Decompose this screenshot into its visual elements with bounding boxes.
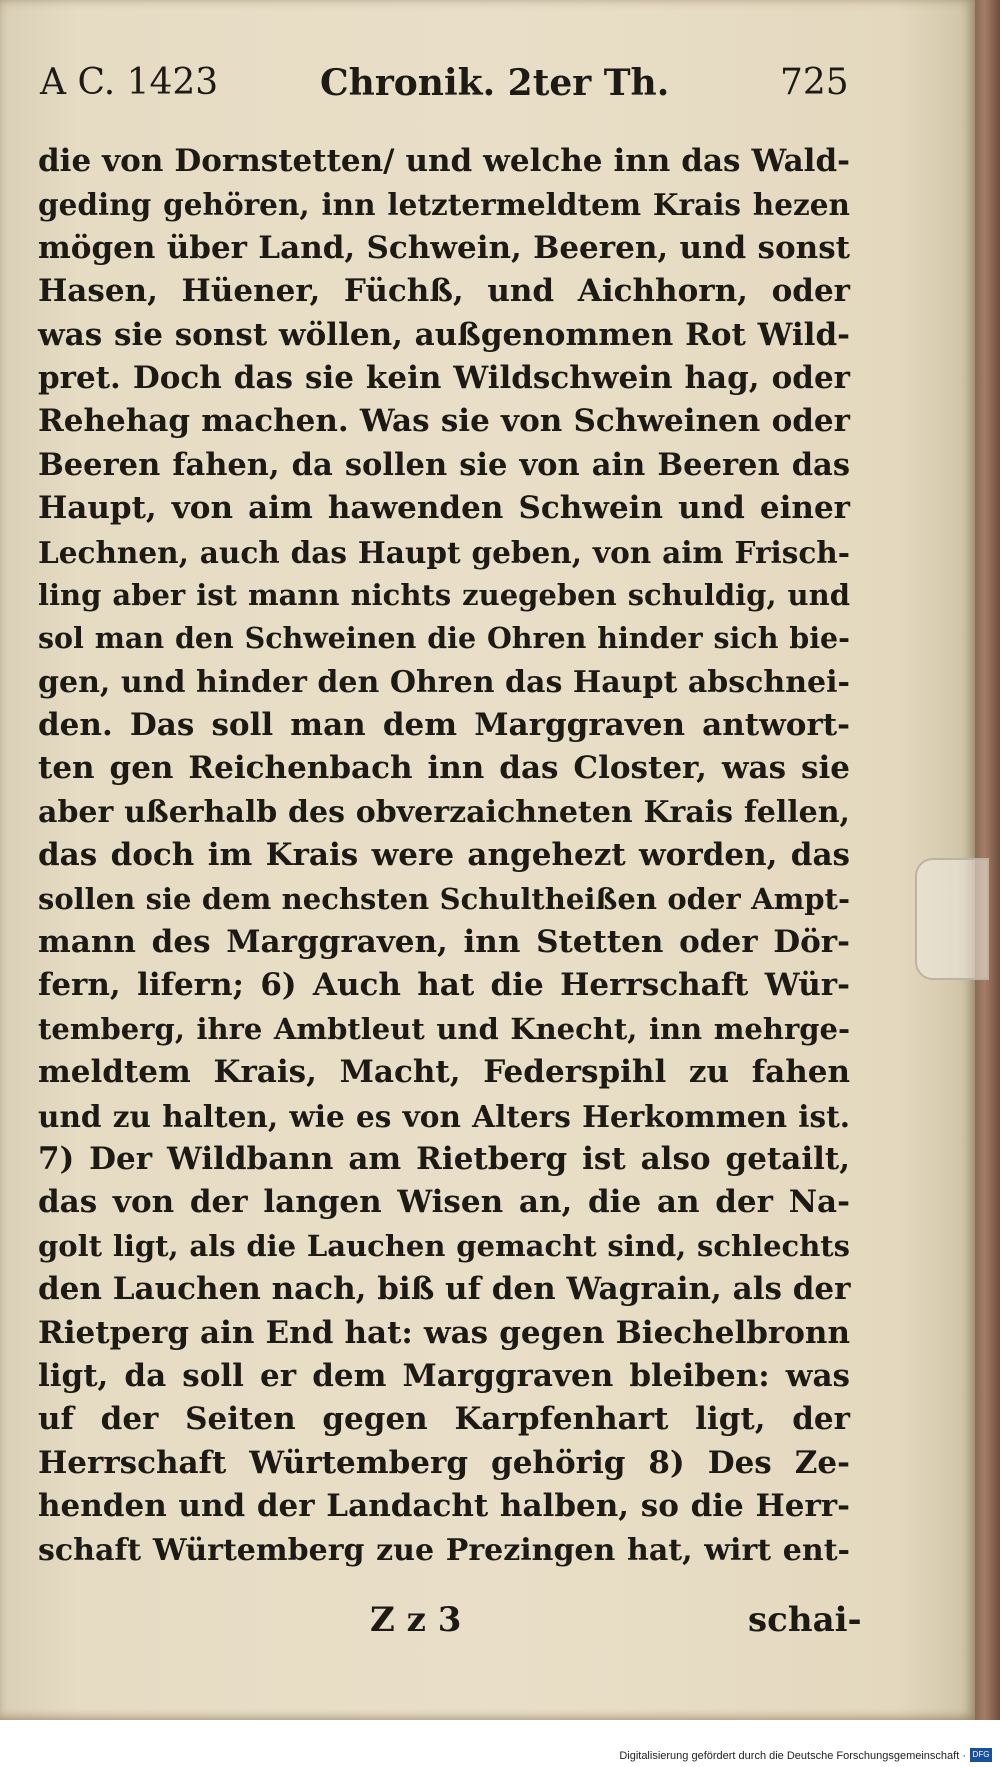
credit-text: Digitalisierung gefördert durch die Deutsche Forschungsgemeinschaft · bbox=[619, 1750, 966, 1762]
text-line: Rehehag machen. Was sie von Schweinen oder bbox=[38, 403, 850, 440]
text-line: Hasen, Hüener, Füchß, und Aichhorn, oder bbox=[38, 273, 850, 310]
text-line: ten gen Reichenbach inn das Closter, was sie bbox=[38, 750, 850, 787]
text-line: was sie sonst wöllen, außgenommen Rot Wild- bbox=[38, 316, 850, 353]
text-line: schaft Würtemberg zue Prezingen hat, wirt ent- bbox=[38, 1532, 850, 1568]
text-line: den. Das soll man dem Marggraven antwort- bbox=[38, 707, 850, 744]
header-year: A C. 1423 bbox=[40, 62, 219, 103]
text-line: mögen über Land, Schwein, Beeren, und sonst bbox=[38, 229, 850, 266]
text-line: Beeren fahen, da sollen sie von ain Beeren das bbox=[38, 446, 850, 483]
text-line: ling aber ist mann nichts zuegeben schuldig, und bbox=[38, 577, 850, 612]
text-line: meldtem Krais, Macht, Federspihl zu fahen bbox=[38, 1054, 850, 1091]
text-line: golt ligt, als die Lauchen gemacht sind, schlechts bbox=[38, 1228, 850, 1263]
page-number: 725 bbox=[780, 62, 849, 103]
text-line: geding gehören, inn letztermeldtem Krais hezen bbox=[38, 187, 850, 223]
text-line: Lechnen, auch das Haupt geben, von aim Frisch- bbox=[38, 534, 850, 570]
text-line: henden und der Landacht halben, so die Herr- bbox=[38, 1488, 850, 1525]
text-line: die von Dornstetten/ und welche inn das Wald- bbox=[38, 143, 850, 179]
signature-mark: Z z 3 bbox=[370, 1600, 462, 1640]
text-line: sol man den Schweinen die Ohren hinder sich bie- bbox=[38, 621, 850, 656]
text-line: fern, lifern; 6) Auch hat die Herrschaft Wür- bbox=[38, 967, 850, 1004]
text-line: das von der langen Wisen an, die an der Na- bbox=[38, 1184, 850, 1221]
catchword: schai- bbox=[748, 1600, 862, 1640]
page-footer bbox=[0, 1600, 862, 1650]
text-line: Haupt, von aim hawenden Schwein und einer bbox=[38, 490, 850, 527]
text-line: sollen sie dem nechsten Schultheißen oder Ampt- bbox=[38, 881, 850, 916]
text-line: 7) Der Wildbann am Rietberg ist also getailt, bbox=[38, 1140, 850, 1177]
text-line: Rietperg ain End hat: was gegen Biechelbronn bbox=[38, 1314, 850, 1351]
text-line: pret. Doch das sie kein Wildschwein hag, oder bbox=[38, 359, 850, 396]
text-line: und zu halten, wie es von Alters Herkommen ist. bbox=[38, 1098, 850, 1134]
dfg-logo-icon: DFG bbox=[970, 1748, 992, 1762]
running-header bbox=[40, 62, 849, 112]
text-line: temberg, ihre Ambtleut und Knecht, inn mehrge- bbox=[38, 1011, 850, 1046]
text-line: Herrschaft Würtemberg gehörig 8) Des Ze- bbox=[38, 1444, 850, 1481]
credit-bar bbox=[0, 1720, 1000, 1767]
body-text bbox=[38, 140, 850, 1572]
page-clip bbox=[915, 858, 989, 980]
text-line: uf der Seiten gegen Karpfenhart ligt, der bbox=[38, 1401, 850, 1438]
text-line: den Lauchen nach, biß uf den Wagrain, als der bbox=[38, 1271, 851, 1308]
text-line: mann des Marggraven, inn Stetten oder Dör- bbox=[38, 924, 850, 961]
text-line: das doch im Krais were angehezt worden, das bbox=[38, 837, 850, 874]
header-title: Chronik. 2ter Th. bbox=[320, 62, 670, 104]
text-line: gen, und hinder den Ohren das Haupt abschnei- bbox=[38, 664, 850, 700]
text-line: ligt, da soll er dem Marggraven bleiben: was bbox=[38, 1357, 850, 1394]
text-line: aber ußerhalb des obverzaichneten Krais fellen, bbox=[38, 794, 850, 830]
